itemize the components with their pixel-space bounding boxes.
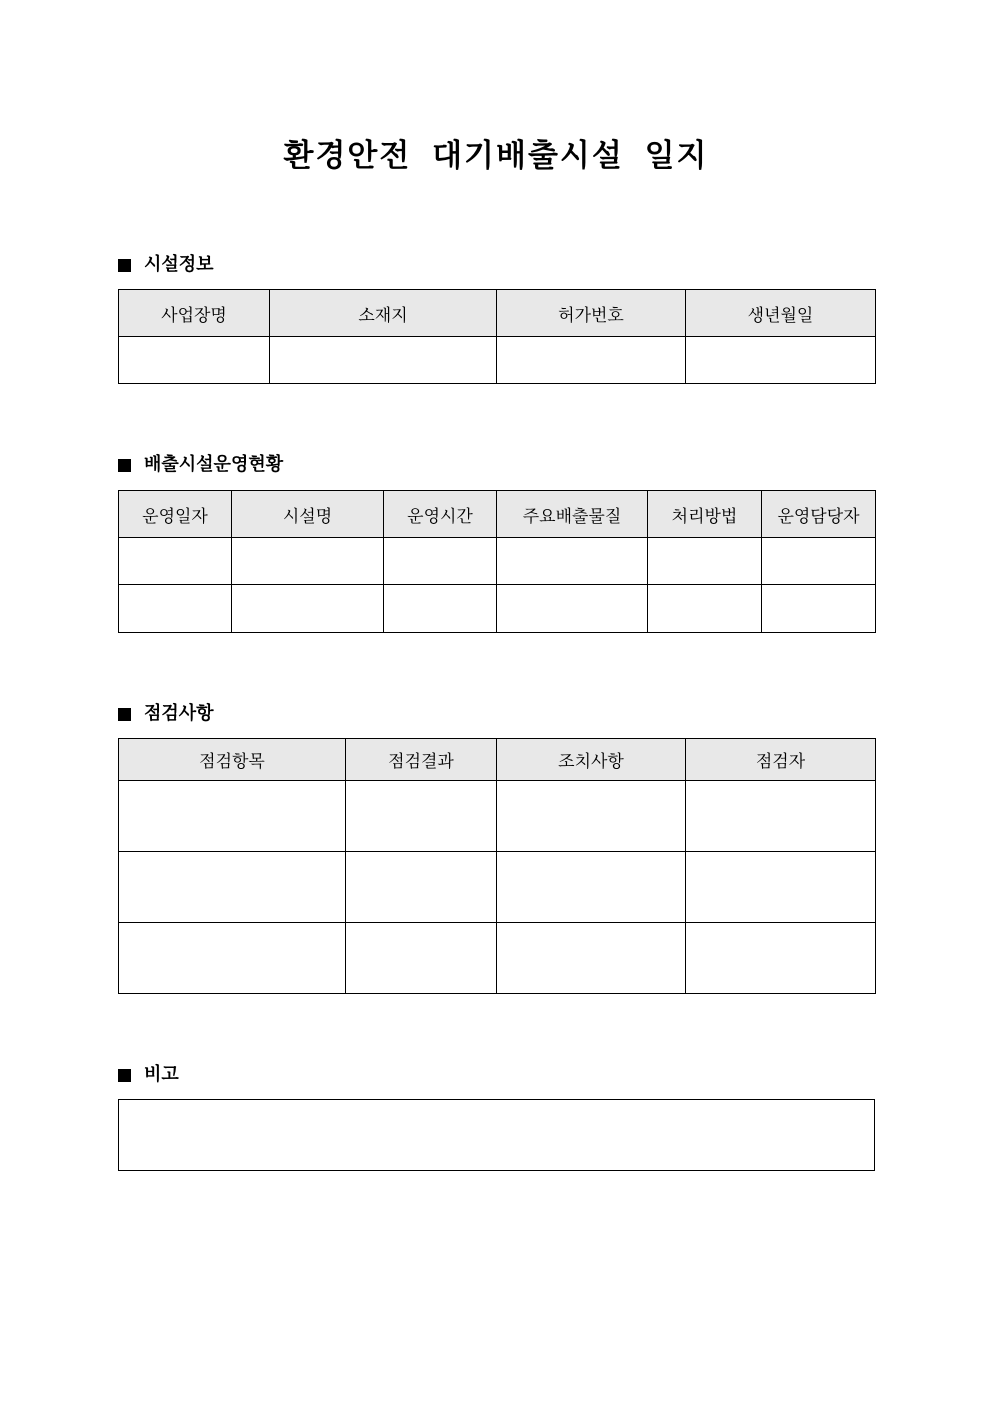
remarks-table	[118, 1099, 875, 1171]
section-heading-remarks	[118, 1063, 179, 1087]
column-header: 소재지	[270, 290, 497, 337]
input-cell[interactable]	[648, 585, 762, 633]
column-header: 사업장명	[119, 290, 270, 337]
table-header-row	[119, 290, 876, 337]
column-header: 점검결과	[346, 739, 497, 781]
column-header: 운영시간	[384, 491, 497, 538]
input-cell[interactable]	[497, 923, 686, 994]
input-cell[interactable]	[346, 852, 497, 923]
column-header: 처리방법	[648, 491, 762, 538]
input-cell[interactable]	[119, 781, 346, 852]
input-cell[interactable]	[270, 337, 497, 384]
section-heading-label: 시설정보	[144, 254, 214, 275]
input-cell[interactable]	[232, 538, 384, 585]
section-heading-operation-status	[118, 453, 283, 477]
table-header-row	[119, 739, 876, 781]
square-bullet-icon	[118, 1069, 131, 1082]
square-bullet-icon	[118, 459, 131, 472]
input-cell[interactable]	[497, 585, 648, 633]
remarks-input-cell[interactable]	[119, 1100, 875, 1171]
input-cell[interactable]	[648, 538, 762, 585]
square-bullet-icon	[118, 259, 131, 272]
input-cell[interactable]	[497, 538, 648, 585]
section-heading-facility-info	[118, 253, 214, 277]
column-header: 조치사항	[497, 739, 686, 781]
column-header: 점검자	[686, 739, 876, 781]
input-cell[interactable]	[762, 585, 876, 633]
input-cell[interactable]	[346, 781, 497, 852]
table-row	[119, 781, 876, 852]
inspection-table	[118, 738, 876, 994]
input-cell[interactable]	[497, 852, 686, 923]
column-header: 생년월일	[686, 290, 876, 337]
section-heading-label: 비고	[144, 1064, 179, 1085]
input-cell[interactable]	[497, 781, 686, 852]
input-cell[interactable]	[762, 538, 876, 585]
table-header-row	[119, 491, 876, 538]
input-cell[interactable]	[119, 852, 346, 923]
column-header: 시설명	[232, 491, 384, 538]
document-title: 환경안전 대기배출시설 일지	[283, 138, 709, 174]
table-row	[119, 1100, 875, 1171]
column-header: 주요배출물질	[497, 491, 648, 538]
table-row	[119, 852, 876, 923]
input-cell[interactable]	[686, 923, 876, 994]
input-cell[interactable]	[686, 337, 876, 384]
section-heading-inspection	[118, 702, 214, 726]
input-cell[interactable]	[119, 337, 270, 384]
input-cell[interactable]	[346, 923, 497, 994]
column-header: 점검항목	[119, 739, 346, 781]
table-row	[119, 538, 876, 585]
facility-info-table	[118, 289, 876, 384]
table-row	[119, 923, 876, 994]
table-row	[119, 585, 876, 633]
input-cell[interactable]	[497, 337, 686, 384]
section-heading-label: 배출시설운영현황	[144, 454, 284, 475]
input-cell[interactable]	[686, 852, 876, 923]
square-bullet-icon	[118, 708, 131, 721]
section-heading-label: 점검사항	[144, 703, 214, 724]
input-cell[interactable]	[384, 585, 497, 633]
table-row	[119, 337, 876, 384]
input-cell[interactable]	[232, 585, 384, 633]
input-cell[interactable]	[119, 585, 232, 633]
column-header: 허가번호	[497, 290, 686, 337]
operation-status-table	[118, 490, 876, 633]
column-header: 운영일자	[119, 491, 232, 538]
input-cell[interactable]	[119, 923, 346, 994]
input-cell[interactable]	[119, 538, 232, 585]
input-cell[interactable]	[686, 781, 876, 852]
input-cell[interactable]	[384, 538, 497, 585]
column-header: 운영담당자	[762, 491, 876, 538]
